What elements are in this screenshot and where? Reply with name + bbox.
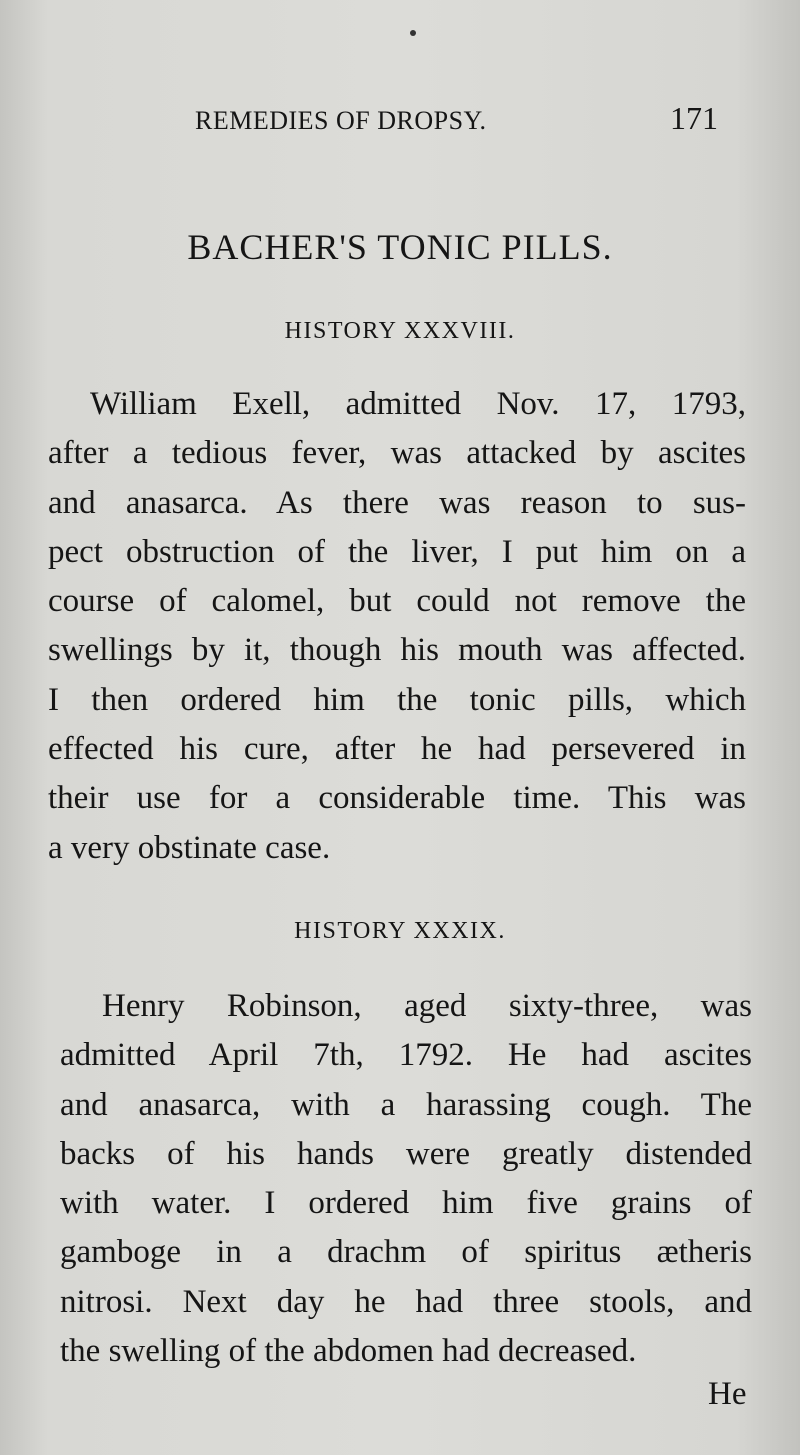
catchword: He — [708, 1376, 747, 1412]
text-line: nitrosi. Next day he had three stools, and — [60, 1283, 752, 1320]
text-line: swellings by it, though his mouth was affected. — [48, 632, 746, 669]
text-line: with water. I ordered him five grains of — [60, 1185, 752, 1222]
page-number: 171 — [670, 100, 718, 136]
text-line: and anasarca. As there was reason to sus- — [48, 484, 746, 521]
history-heading-39: HISTORY XXXIX. — [294, 918, 506, 944]
text-line: gamboge in a drachm of spiritus ætheris — [60, 1234, 752, 1271]
section-title: BACHER'S TONIC PILLS. — [187, 227, 613, 267]
text-line: after a tedious fever, was attacked by ascites — [48, 435, 746, 472]
text-line: Henry Robinson, aged sixty-three, was — [102, 988, 752, 1024]
text-line: course of calomel, but could not remove the — [48, 583, 746, 620]
text-line: I then ordered him the tonic pills, which — [48, 681, 746, 718]
text-line: effected his cure, after he had persevered in — [48, 731, 746, 768]
text-line: the swelling of the abdomen had decreased. — [60, 1333, 637, 1370]
history-39-paragraph — [60, 982, 752, 1376]
text-line: and anasarca, with a harassing cough. The — [60, 1086, 752, 1123]
text-line: admitted April 7th, 1792. He had ascites — [60, 1037, 752, 1074]
running-head: REMEDIES OF DROPSY. — [195, 106, 487, 135]
text-line: their use for a considerable time. This was — [48, 780, 746, 817]
text-line: pect obstruction of the liver, I put him on a — [48, 533, 746, 570]
history-heading-38: HISTORY XXXVIII. — [284, 318, 516, 344]
text-line: a very obstinate case. — [48, 829, 331, 866]
text-line: backs of his hands were greatly distended — [60, 1135, 752, 1172]
text-line: William Exell, admitted Nov. 17, 1793, — [90, 386, 746, 422]
ink-speck — [410, 30, 416, 36]
history-38-paragraph — [48, 380, 746, 873]
